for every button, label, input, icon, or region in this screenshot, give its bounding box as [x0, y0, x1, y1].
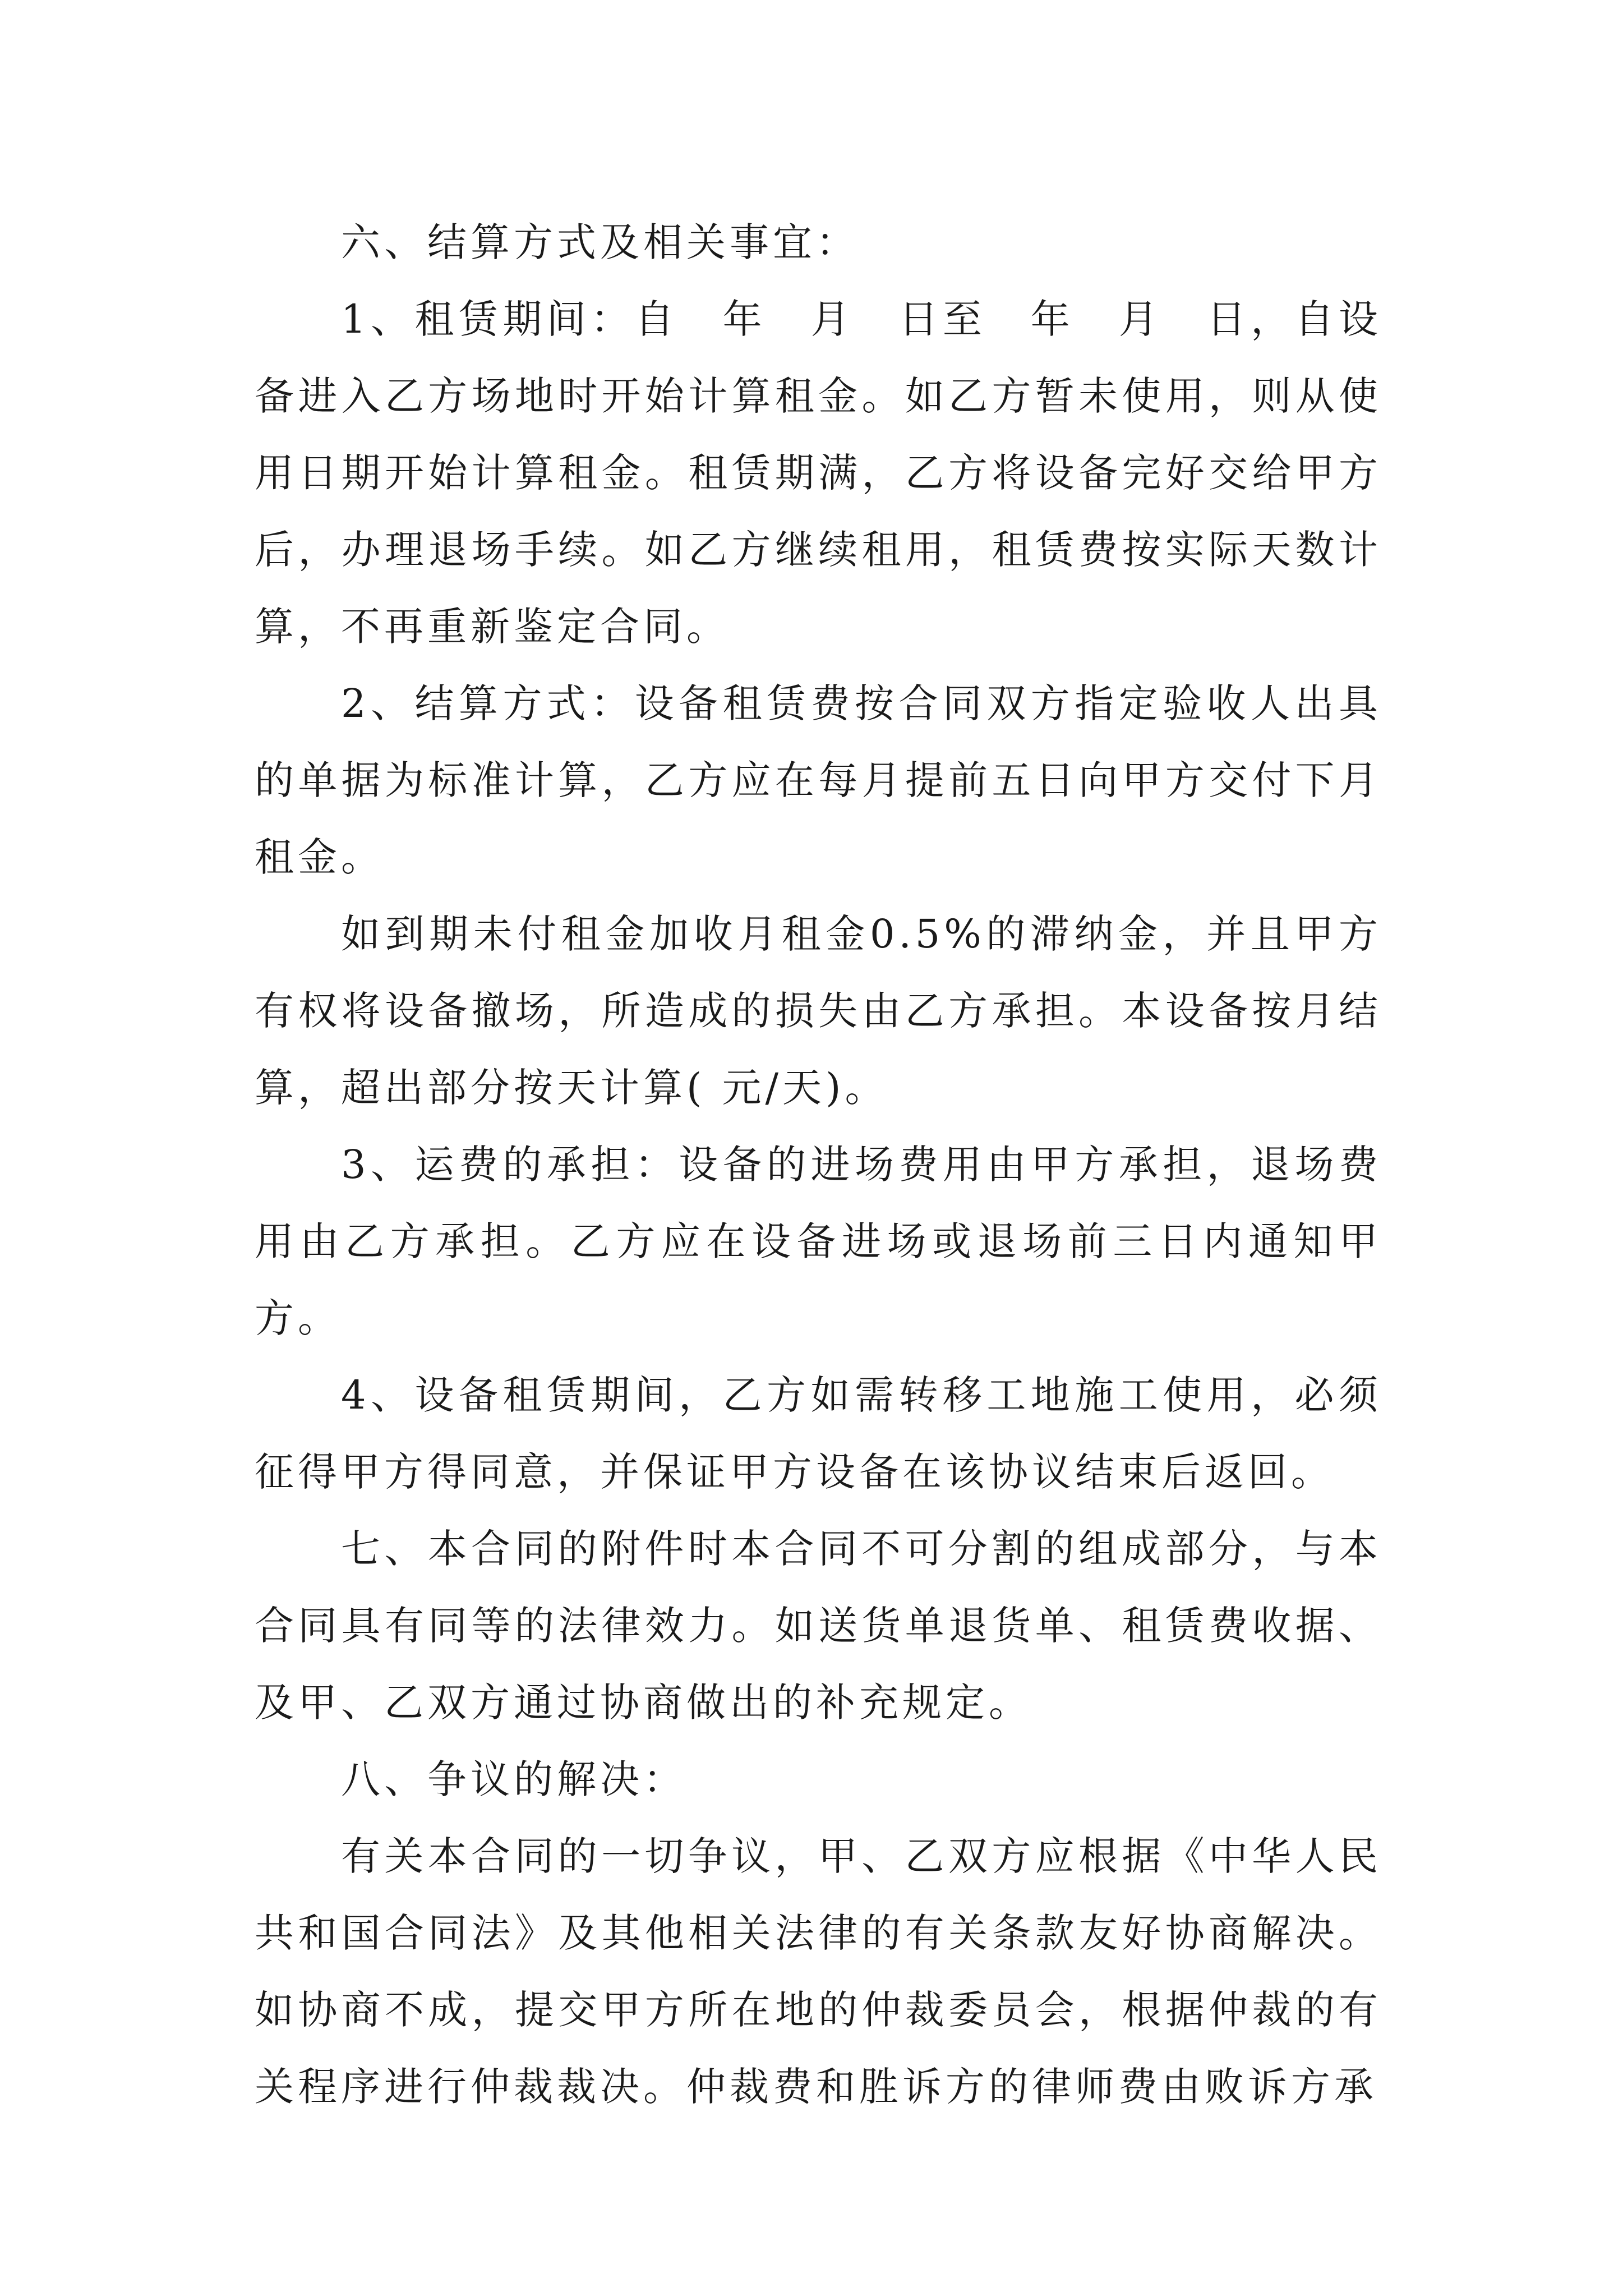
clause-freight: 3、运费的承担：设备的进场费用由甲方承担，退场费用由乙方承担。乙方应在设备进场或退场前三日内通知甲方。	[255, 1142, 1382, 1341]
clause-site-transfer: 4、设备租赁期间，乙方如需转移工地施工使用，必须征得甲方得同意，并保证甲方设备在该协议结束后返回。	[255, 1372, 1382, 1495]
section-appendix: 七、本合同的附件时本合同不可分割的组成部分，与本合同具有同等的法律效力。如送货单退货单、租赁费收据、及甲、乙双方通过协商做出的补充规定。	[255, 1526, 1382, 1726]
clause-settlement-method: 2、结算方式：设备租赁费按合同双方指定验收人出具的单据为标准计算，乙方应在每月提前五日向甲方交付下月租金。	[255, 680, 1382, 880]
section-heading-settlement: 六、结算方式及相关事宜：	[341, 219, 859, 265]
document-body	[255, 204, 1382, 2125]
clause-late-fee: 如到期未付租金加收月租金0.5%的滞纳金，并且甲方有权将设备撤场，所造成的损失由乙方承担。本设备按月结算，超出部分按天计算( 元/天)。	[255, 911, 1382, 1111]
section-heading-dispute: 八、争议的解决：	[341, 1756, 686, 1802]
clause-lease-period: 1、租赁期间：自 年 月 日至 年 月 日，自设备进入乙方场地时开始计算租金。如乙方暂未使用，则从使用日期开始计算租金。租赁期满，乙方将设备完好交给甲方后，办理退场手续。如乙方继续租用，租赁费按实际天数计算，不再重新鉴定合同。	[255, 296, 1382, 650]
clause-dispute-resolution: 有关本合同的一切争议，甲、乙双方应根据《中华人民共和国合同法》及其他相关法律的有关条款友好协商解决。如协商不成，提交甲方所在地的仲裁委员会，根据仲裁的有关程序进行仲裁裁决。仲裁费和胜诉方的律师费由败诉方承	[255, 1833, 1382, 2110]
